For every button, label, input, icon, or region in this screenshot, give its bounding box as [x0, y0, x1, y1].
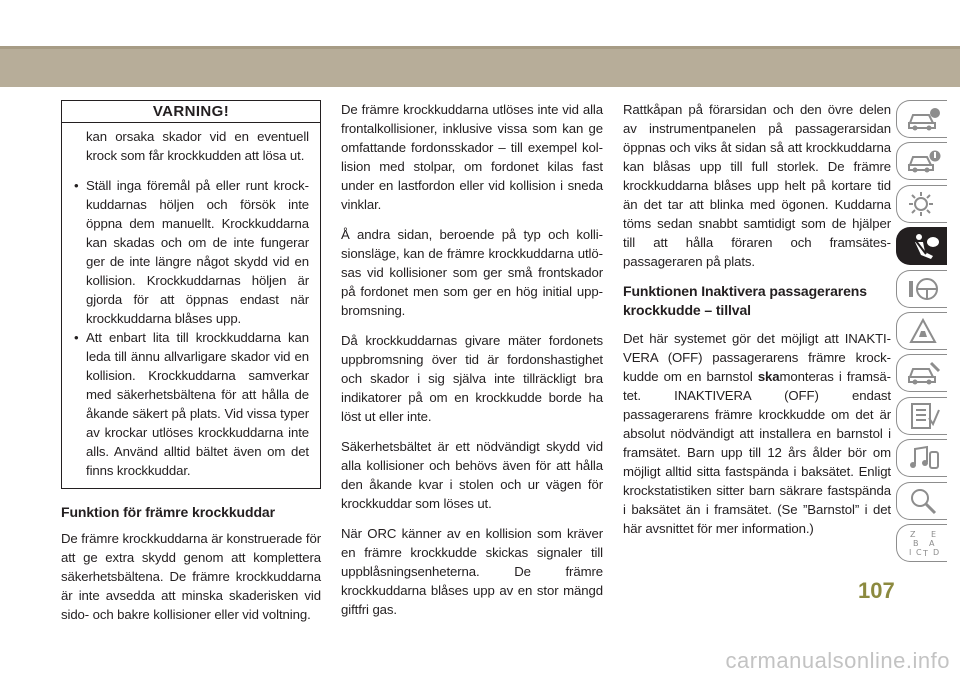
lights-icon: [907, 190, 941, 218]
warning-box: [61, 100, 321, 489]
car-warning-icon: [907, 147, 941, 175]
music-phone-icon: [907, 444, 941, 472]
chapter-tabs: [896, 100, 960, 566]
section-heading-front-airbags: Funktion för främre krockkuddar: [61, 504, 275, 520]
index-letter: Z: [910, 529, 916, 539]
emphasis-text: ska: [757, 369, 780, 384]
paragraph: Å andra sidan, beroende på typ och kollisionsläge, kan de främre krockkuddarna utlösas vid kollisioner som ger små frontskador på fordonet men som ger en hög initial uppbromsning.: [341, 227, 603, 318]
paragraph: Säkerhetsbältet är ett nödvändigt skydd vid alla kollisioner och behövs även för att hålla den åkande kvar i stolen och ur vägen för krockkuddar som löses ut.: [341, 439, 603, 511]
seatbelt-airbag-icon: [907, 232, 941, 260]
warning-list: [74, 176, 309, 480]
index-letter: E: [931, 529, 937, 539]
watermark-text: carmanualsonline.info: [725, 648, 950, 673]
warning-body: [62, 123, 320, 488]
column-left: [61, 100, 321, 635]
car-service-icon: [907, 359, 941, 387]
tab-music-phone[interactable]: [896, 439, 947, 477]
paragraph: Då krockkuddarnas givare mäter fordonets uppbromsning över tid är fordonshastighet och skador i sig själva inte tillräckligt bra indikatorer på om en krockkudde borde ha löst ut eller inte.: [341, 333, 603, 424]
tab-car-info[interactable]: [896, 100, 947, 138]
tab-car-warning[interactable]: [896, 142, 947, 180]
tab-seatbelt-airbag[interactable]: [896, 227, 947, 265]
tab-lights[interactable]: [896, 185, 947, 223]
top-band-edge: [0, 46, 960, 49]
text-run: monteras i framsätet. INAKTIVERA (OFF) endast passagerarens främre krockkudde om det är absolut nödvändigt att installera en barnstol i framsätet. Barn upp till 12 års ålder bör om möjligt alltid sitta fastspända i baksätet. Enligt krockstatistiken sitter barn säkrare fastspända i baksätet än i framsätet. (Se ”Barnstol” i det här avsnittet för mer information.): [623, 369, 891, 536]
paragraph: De främre krockkuddarna är konstruerade för att ge extra skydd genom att komplettera säkerhetsbältena. De främre krockkuddarna är inte avsedda att minska skaderisken vid sido- och bakre kollisioner eller vid voltning.: [61, 531, 321, 622]
car-info-icon: [907, 105, 941, 133]
search-icon: [907, 487, 941, 515]
column-right: [623, 100, 891, 549]
tab-steering-key[interactable]: [896, 270, 947, 308]
tab-search[interactable]: [896, 482, 947, 520]
index-letter: C: [916, 547, 922, 557]
steering-key-icon: [907, 275, 941, 303]
warning-continuation: kan orsaka skador vid en eventuell krock som får krockkudden att lösa ut.: [86, 129, 309, 163]
tab-alphabet-index[interactable]: [896, 524, 947, 562]
warning-bullet: • Ställ inga föremål på eller runt krockkuddarnas höljen och försök inte öppna dem manuellt. Krockkuddarna kan skadas och om de inte fungerar ger de inte längre något skydd vid en kollision. Krockkuddarnas höljen är gjorda för att öppnas endast när krockkuddarna blåses upp.: [74, 176, 309, 328]
section-heading-passenger-airbag-disable: Funktionen Inaktivera passagerarens krockkudde – tillval: [623, 283, 867, 318]
alphabet-index-icon: [907, 529, 941, 557]
checklist-icon: [907, 402, 941, 430]
top-color-band: [0, 46, 960, 87]
page-number: 107: [858, 578, 895, 603]
warning-title: VARNING!: [62, 101, 320, 123]
index-letter: D: [933, 547, 940, 557]
roadside-warning-icon: [907, 317, 941, 345]
tab-car-service[interactable]: [896, 354, 947, 392]
paragraph: De främre krockkuddarna utlöses inte vid alla frontalkollisioner, inklusive vissa som kan ge omfattande fordonsskador – till exempel kollision med stolpar, om fordonet kilas fast under en lastfordon eller vid kollision i sneda vinklar.: [341, 102, 603, 212]
tab-checklist[interactable]: [896, 397, 947, 435]
paragraph: [623, 329, 891, 538]
warning-bullet: • Att enbart lita till krockkuddarna kan leda till ännu allvarligare skador vid en kollision. Krockkuddarna samverkar med säkerhetsbältena för att hålla de åkande säkert på plats. Vid vissa typer av krockar utlöses krockkuddarna inte alls. Använd alltid bältet även om det finns krockkuddar.: [74, 328, 309, 480]
index-letter: T: [923, 548, 928, 557]
index-letter: I: [909, 547, 912, 557]
column-middle: [341, 100, 603, 630]
tab-roadside-warning[interactable]: [896, 312, 947, 350]
index-letter: A: [929, 538, 935, 548]
paragraph: Rattkåpan på förarsidan och den övre delen av instrumentpanelen på passagerarsidan öppnas och viks åt sidan så att krockkuddarna kan blåsas upp till full storlek. De främre krockkuddarna blåses upp helt på kortare tid än det tar att blinka med ögonen. Kuddarna töms sedan snabbt samtidigt som de hjälper till att hålla föraren och framsätespassageraren på plats.: [623, 102, 891, 269]
paragraph: När ORC känner av en kollision som kräver en främre krockkudde skickas signaler till uppblåsningsenheterna. De främre krockkuddarna blåses upp av en stor mängd giftfri gas.: [341, 526, 603, 617]
text-run: Det här systemet gör det möjligt att INAKTIVERA (OFF) passagerarens främre krockkudde om en barnstol: [623, 331, 891, 384]
index-letter: B: [913, 538, 919, 548]
